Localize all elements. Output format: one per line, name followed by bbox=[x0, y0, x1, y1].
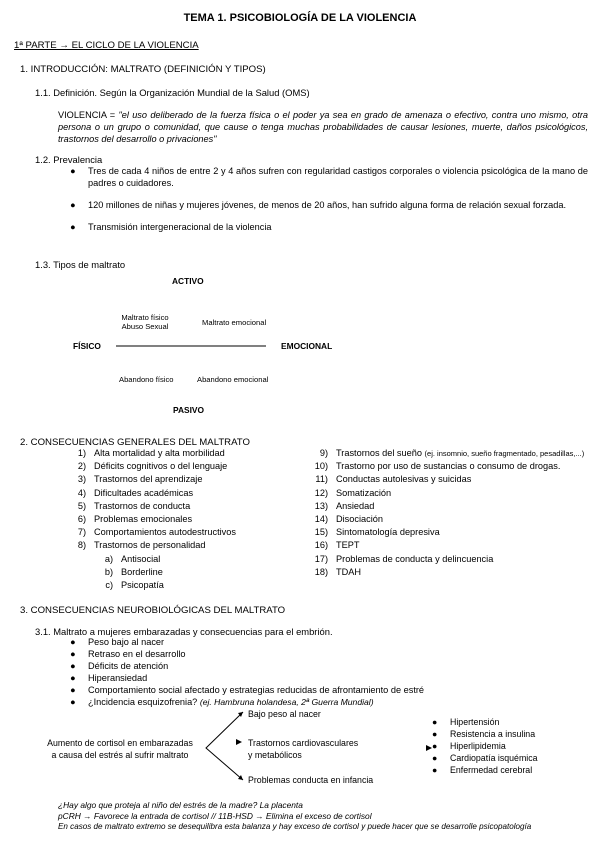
bullet-icon: ● bbox=[432, 729, 438, 739]
section-1-heading: 1. INTRODUCCIÓN: MALTRATO (DEFINICIÓN Y TIPOS) bbox=[20, 64, 266, 75]
list-item: 8) Trastornos de personalidad bbox=[77, 540, 206, 551]
bullet-icon: ● bbox=[70, 661, 76, 671]
list-item: a) Antisocial bbox=[104, 554, 161, 564]
list-item: 18) TDAH bbox=[314, 566, 362, 577]
section-3-heading: 3. CONSECUENCIAS NEUROBIOLÓGICAS DEL MALTRATO bbox=[20, 605, 286, 616]
note-extreme-maltreatment: En casos de maltrato extremo se desequilibra esta balanza y hay exceso de cortisol y puede hacer que se desarrolle psicopatología bbox=[58, 822, 532, 831]
label-emocional: EMOCIONAL bbox=[281, 341, 333, 351]
section-2-heading: 2. CONSECUENCIAS GENERALES DEL MALTRATO bbox=[20, 437, 250, 448]
list-item: ● Hiperlipidemia bbox=[432, 741, 506, 751]
bullet-icon: ● bbox=[70, 166, 76, 176]
effect-problemas-conducta: Problemas conducta en infancia bbox=[248, 775, 374, 785]
label-fisico: FÍSICO bbox=[73, 341, 101, 351]
list-item: 6) Problemas emocionales bbox=[77, 513, 193, 524]
note-cortisol-enzymes: pCRH → Favorece la entrada de cortisol // 11B-HSD → Elimina el exceso de cortisol bbox=[58, 811, 372, 821]
list-item: 10) Trastorno por uso de sustancias o consumo de drogas. bbox=[314, 461, 561, 472]
section-1-1-heading: 1.1. Definición. Según la Organización Mundial de la Salud (OMS) bbox=[35, 87, 310, 98]
bullet-icon: ● bbox=[70, 637, 76, 647]
page-title: TEMA 1. PSICOBIOLOGÍA DE LA VIOLENCIA bbox=[183, 12, 417, 24]
label-activo: ACTIVO bbox=[172, 276, 204, 286]
bullet-icon: ● bbox=[70, 697, 76, 707]
effect-bajo-peso: Bajo peso al nacer bbox=[248, 709, 321, 719]
bullet-icon: ● bbox=[70, 222, 76, 232]
label-abandono-emocional: Abandono emocional bbox=[197, 375, 269, 384]
bullet-icon: ● bbox=[432, 765, 438, 775]
list-item: ● 120 millones de niñas y mujeres jóvenes, de menos de 20 años, han sufrido alguna forma de relación sexual forzada. bbox=[70, 200, 567, 210]
list-item: 13) Ansiedad bbox=[314, 500, 375, 511]
list-item: ● Cardiopatía isquémica bbox=[432, 753, 538, 763]
list-item: 16) TEPT bbox=[314, 540, 360, 551]
list-item: c) Psicopatía bbox=[105, 580, 164, 591]
list-item: 4) Dificultades académicas bbox=[77, 487, 194, 498]
list-item: 12) Somatización bbox=[314, 487, 392, 498]
section-3-1-heading: 3.1. Maltrato a mujeres embarazadas y consecuencias para el embrión. bbox=[35, 626, 333, 637]
note-placenta: ¿Hay algo que proteja al niño del estrés de la madre? La placenta bbox=[58, 800, 303, 810]
list-item: b) Borderline bbox=[104, 567, 163, 578]
label-maltrato-emocional: Maltrato emocional bbox=[202, 318, 267, 327]
arrow-head-icon bbox=[236, 739, 242, 745]
list-item: ● Retraso en el desarrollo bbox=[70, 649, 186, 659]
branch-lines bbox=[206, 712, 243, 780]
bullet-icon: ● bbox=[70, 200, 76, 210]
list-item: ● Resistencia a insulina bbox=[432, 729, 536, 739]
section-1-3-heading: 1.3. Tipos de maltrato bbox=[35, 259, 126, 270]
list-item: 15) Sintomatología depresiva bbox=[314, 527, 440, 538]
list-item: ● Peso bajo al nacer bbox=[70, 637, 165, 647]
part-heading: 1ª PARTE → EL CICLO DE LA VIOLENCIA bbox=[14, 40, 199, 51]
label-pasivo: PASIVO bbox=[173, 405, 205, 415]
bullet-icon: ● bbox=[432, 741, 438, 751]
list-item: ● Hipertensión bbox=[432, 717, 500, 727]
list-item: ● Comportamiento social afectado y estrategias reducidas de afrontamiento de estré bbox=[70, 685, 425, 695]
list-item: 7) Comportamientos autodestructivos bbox=[77, 527, 236, 538]
list-item: 17) Problemas de conducta y delincuencia bbox=[314, 553, 494, 564]
list-item: 2) Déficits cognitivos o del lenguaje bbox=[77, 461, 228, 472]
list-item: 3) Trastornos del aprendizaje bbox=[77, 474, 203, 485]
label-maltrato-fisico: Maltrato físico Abuso Sexual bbox=[121, 313, 169, 331]
list-item: 11) Conductas autolesivas y suicidas bbox=[315, 474, 472, 485]
list-item: ● ¿Incidencia esquizofrenia? (ej. Hambruna holandesa, 2ª Guerra Mundial) bbox=[70, 697, 374, 707]
list-item: ● Enfermedad cerebral bbox=[432, 765, 533, 775]
violencia-text: "el uso deliberado de la fuerza física o el poder ya sea en grado de amenaza o efectivo, contra uno mismo, otra persona o un grupo o comunidad, que cause o tenga muchas probabilidades de causar lesiones, muerte, daños psicológicos, trastornos del desarrollo o privaciones" bbox=[58, 110, 588, 144]
list-item: 1) Alta mortalidad y alta morbilidad bbox=[77, 448, 225, 458]
list-item: ● Hiperansiedad bbox=[70, 673, 148, 683]
section-1-2-heading: 1.2. Prevalencia bbox=[35, 154, 103, 165]
list-item: ● Transmisión intergeneracional de la violencia bbox=[70, 222, 272, 232]
bullet-icon: ● bbox=[70, 649, 76, 659]
cortisol-cause: Aumento de cortisol en embarazadas a causa del estrés al sufrir maltrato bbox=[47, 738, 193, 760]
label-abandono-fisico: Abandono físico bbox=[119, 375, 174, 384]
list-item: 14) Disociación bbox=[314, 513, 383, 524]
bullet-icon: ● bbox=[70, 685, 76, 695]
effect-trastornos: Trastornos cardiovasculares y metabólicos bbox=[248, 738, 359, 760]
bullet-icon: ● bbox=[432, 717, 438, 727]
list-item: 9) Trastornos del sueño (ej. insomnio, sueño fragmentado, pesadillas,...) bbox=[319, 448, 585, 458]
bullet-icon: ● bbox=[70, 673, 76, 683]
list-item: ● Tres de cada 4 niños de entre 2 y 4 años sufren con regularidad castigos corporales o violencia psicológica de la mano de padres o cuidadores. bbox=[70, 166, 588, 188]
list-item: ● Déficits de atención bbox=[70, 661, 169, 671]
list-item: 5) Trastornos de conducta bbox=[77, 500, 191, 511]
violencia-label: VIOLENCIA = bbox=[58, 110, 119, 120]
bullet-icon: ● bbox=[432, 753, 438, 763]
cardiometabolic-list bbox=[432, 716, 592, 776]
